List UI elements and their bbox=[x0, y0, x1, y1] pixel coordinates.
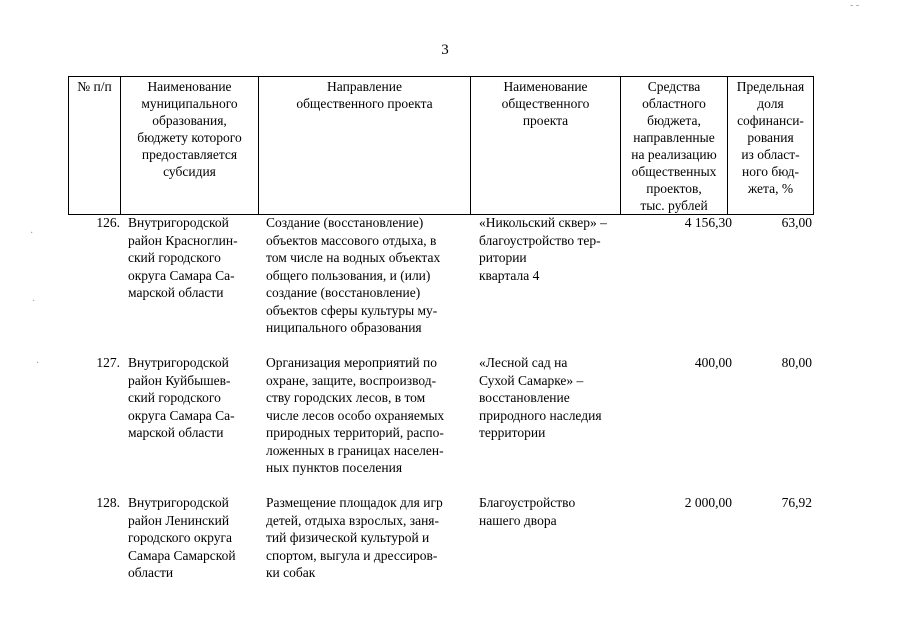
row-funds: 2 000,00 bbox=[684, 495, 732, 510]
text-line: общественных bbox=[631, 164, 717, 179]
text-line: субсидия bbox=[163, 164, 216, 179]
text-line: муниципального bbox=[141, 96, 238, 111]
row-project bbox=[479, 354, 627, 442]
text-line: Благоустройство bbox=[479, 495, 576, 510]
scan-speck: · bbox=[36, 358, 40, 369]
text-line: Сухой Самарке» – bbox=[479, 372, 584, 388]
text-line: объектов сферы культуры му- bbox=[266, 302, 438, 318]
text-line: общественного bbox=[501, 96, 590, 111]
header-funds bbox=[621, 77, 728, 215]
text-line: природного наследия bbox=[479, 407, 602, 423]
text-line: Размещение площадок для игр bbox=[266, 495, 443, 510]
text-line: район Красноглин- bbox=[128, 232, 238, 248]
text-line: благоустройство тер- bbox=[479, 232, 601, 248]
text-line: Организация мероприятий по bbox=[266, 355, 437, 370]
text-line: числе лесов особо охраняемых bbox=[266, 407, 445, 423]
header-share bbox=[728, 77, 814, 215]
header-num bbox=[69, 77, 121, 215]
text-line: предоставляется bbox=[141, 147, 238, 162]
text-line: Внутригородской bbox=[128, 355, 229, 370]
text-line: тий физической культурой и bbox=[266, 530, 430, 545]
text-line: ритории bbox=[479, 250, 527, 265]
text-line: рования bbox=[747, 130, 794, 145]
text-line: общего пользования, и (или) bbox=[266, 267, 431, 283]
row-municipality bbox=[128, 214, 258, 302]
text-line: округа Самара Са- bbox=[128, 267, 235, 283]
text-line: ский городского bbox=[128, 390, 221, 405]
text-line: ству городских лесов, в том bbox=[266, 390, 426, 405]
text-line: детей, отдыха взрослых, заня- bbox=[266, 512, 439, 528]
scan-speck: · bbox=[32, 296, 36, 307]
text-line: округа Самара Са- bbox=[128, 407, 235, 423]
row-share: 76,92 bbox=[781, 495, 812, 510]
text-line: Внутригородской bbox=[128, 495, 229, 510]
text-line: Самара Самарской bbox=[128, 547, 236, 563]
text-line: ниципального образования bbox=[266, 320, 422, 335]
text-line: объектов массового отдыха, в bbox=[266, 232, 437, 248]
row-project bbox=[479, 214, 627, 284]
text-line: район Куйбышев- bbox=[128, 372, 231, 388]
text-line: территории bbox=[479, 425, 546, 440]
text-line: ки собак bbox=[266, 565, 316, 580]
row-municipality bbox=[128, 354, 258, 442]
row-funds: 4 156,30 bbox=[684, 215, 732, 230]
text-line: ного бюд- bbox=[742, 164, 799, 179]
text-line: ложенных в границах населен- bbox=[266, 442, 444, 458]
text-line: охране, защите, воспроизвод- bbox=[266, 372, 437, 388]
scan-speck: - - bbox=[850, 0, 860, 11]
row-direction bbox=[266, 354, 472, 477]
text-line: ных пунктов поселения bbox=[266, 460, 403, 475]
text-line: доля bbox=[757, 96, 784, 111]
text-line: «Лесной сад на bbox=[479, 355, 568, 370]
header-project bbox=[471, 77, 621, 215]
row-municipality bbox=[128, 494, 258, 582]
text-line: марской области bbox=[128, 285, 224, 300]
text-line: областного bbox=[642, 96, 706, 111]
text-line: проектов, bbox=[646, 181, 702, 196]
text-line: тыс. рублей bbox=[640, 198, 708, 213]
text-line: Направление bbox=[327, 79, 402, 94]
text-line: Средства bbox=[647, 79, 701, 94]
text-line: том числе на водных объектах bbox=[266, 250, 441, 265]
text-line: спортом, выгула и дрессиров- bbox=[266, 547, 438, 563]
header-direction bbox=[259, 77, 471, 215]
text-line: район Ленинский bbox=[128, 512, 230, 528]
text-line: области bbox=[128, 565, 174, 580]
text-line: Внутригородской bbox=[128, 215, 229, 230]
row-direction bbox=[266, 214, 472, 337]
text-line: бюджета, bbox=[647, 113, 701, 128]
text-line: софинанси- bbox=[737, 113, 804, 128]
page-number: 3 bbox=[441, 42, 449, 58]
text-line: квартала 4 bbox=[479, 267, 540, 283]
text-line: «Никольский сквер» – bbox=[479, 215, 607, 230]
text-line: Наименование bbox=[503, 79, 588, 94]
text-line: из област- bbox=[741, 147, 800, 162]
text-line: Наименование bbox=[147, 79, 232, 94]
text-line: городского округа bbox=[128, 530, 233, 545]
row-number: 126. bbox=[96, 215, 120, 230]
text-line: жета, % bbox=[747, 181, 794, 196]
text-line: образования, bbox=[152, 113, 227, 128]
row-share: 63,00 bbox=[781, 215, 812, 230]
row-number: 128. bbox=[96, 495, 120, 510]
text-line: нашего двора bbox=[479, 512, 557, 528]
text-line: ский городского bbox=[128, 250, 221, 265]
row-share: 80,00 bbox=[781, 355, 812, 370]
text-line: восстановление bbox=[479, 390, 570, 405]
row-number: 127. bbox=[96, 355, 120, 370]
text-line: № п/п bbox=[77, 79, 112, 94]
text-line: марской области bbox=[128, 425, 224, 440]
table-header bbox=[68, 76, 814, 215]
text-line: проекта bbox=[522, 113, 569, 128]
text-line: общественного проекта bbox=[296, 96, 433, 111]
text-line: бюджету которого bbox=[137, 130, 242, 145]
text-line: Создание (восстановление) bbox=[266, 215, 424, 230]
row-direction bbox=[266, 494, 472, 582]
text-line: создание (восстановление) bbox=[266, 285, 421, 300]
text-line: на реализацию bbox=[631, 147, 717, 162]
text-line: направленные bbox=[633, 130, 715, 145]
text-line: природных территорий, распо- bbox=[266, 425, 444, 440]
text-line: Предельная bbox=[736, 79, 805, 94]
row-project bbox=[479, 494, 627, 529]
row-funds: 400,00 bbox=[694, 355, 732, 370]
scan-speck: · bbox=[30, 228, 34, 239]
header-municipality bbox=[121, 77, 259, 215]
